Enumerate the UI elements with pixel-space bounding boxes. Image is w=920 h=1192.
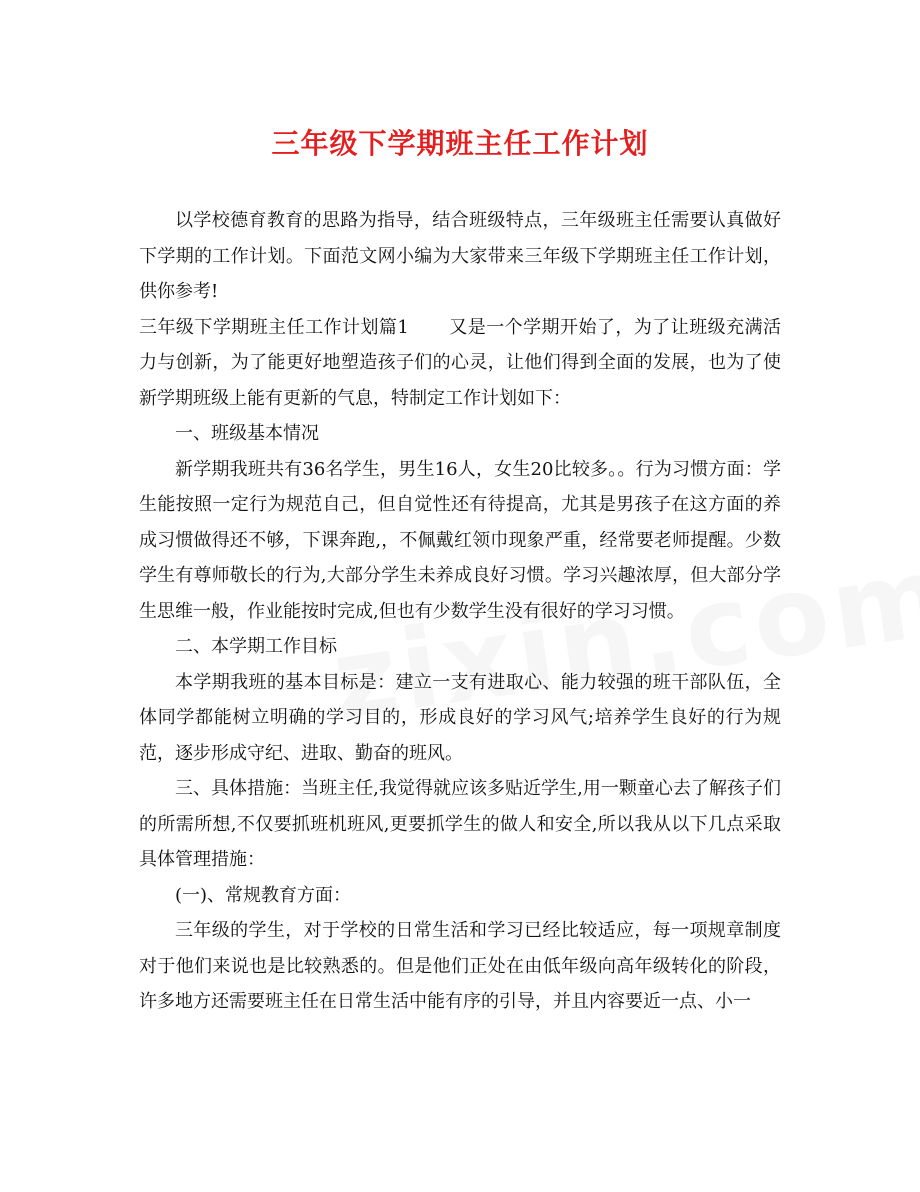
heading-work-goals: 二、本学期工作目标 bbox=[175, 636, 337, 657]
heading-basic-situation: 一、班级基本情况 bbox=[175, 423, 319, 444]
heading-routine-education: (一)、常规教育方面： bbox=[175, 884, 352, 906]
measures-paragraph: 三、具体措施：当班主任,我觉得就应该多贴近学生,用一颗童心去了解孩子们的所需所想,不仅要抓班机班风,更要抓学生的做人和安全,所以我从以下几点采取具体管理措施： bbox=[139, 778, 781, 870]
intro-paragraph: 以学校德育教育的思路为指导，结合班级特点，三年级班主任需要认真做好下学期的工作计划。下面范文网小编为大家带来三年级下学期班主任工作计划，供你参考! bbox=[139, 210, 781, 302]
work-goals-paragraph: 本学期我班的基本目标是：建立一支有进取心、能力较强的班干部队伍，全体同学都能树立明确的学习目的，形成良好的学习风气;培养学生良好的行为规范，逐步形成守纪、进取、勤奋的班风。 bbox=[139, 671, 781, 764]
document-title: 三年级下学期班主任工作计划 bbox=[271, 127, 649, 160]
basic-situation-paragraph: 新学期我班共有36名学生，男生16人，女生20比较多。。行为习惯方面：学生能按照一定行为规范自己，但自觉性还有待提高，尤其是男孩子在这方面的养成习惯做得还不够，下课奔跑,，不佩戴红领巾现象严重，经常要老师提醒。少数学生有尊师敬长的行为,大部分学生未养成良好习惯。学习兴趣浓厚，但大部分学生思维一般，作业能按时完成,但也有少数学生没有很好的学习习惯。 bbox=[139, 458, 781, 622]
routine-education-paragraph: 三年级的学生，对于学校的日常生活和学习已经比较适应，每一项规章制度对于他们来说也是比较熟悉的。但是他们正处在由低年级向高年级转化的阶段，许多地方还需要班主任在日常生活中能有序的引导，并且内容要近一点、小一 bbox=[139, 920, 781, 1012]
section-heading: 三年级下学期班主任工作计划篇1 bbox=[139, 316, 409, 338]
document-body bbox=[139, 203, 781, 1020]
section-paragraph-text: 又是一个学期开始了，为了让班级充满活力与创新，为了能更好地塑造孩子们的心灵，让他们得到全面的发展，也为了使新学期班级上能有更新的气息，特制定工作计划如下： bbox=[139, 316, 782, 409]
section-paragraph bbox=[139, 310, 781, 417]
